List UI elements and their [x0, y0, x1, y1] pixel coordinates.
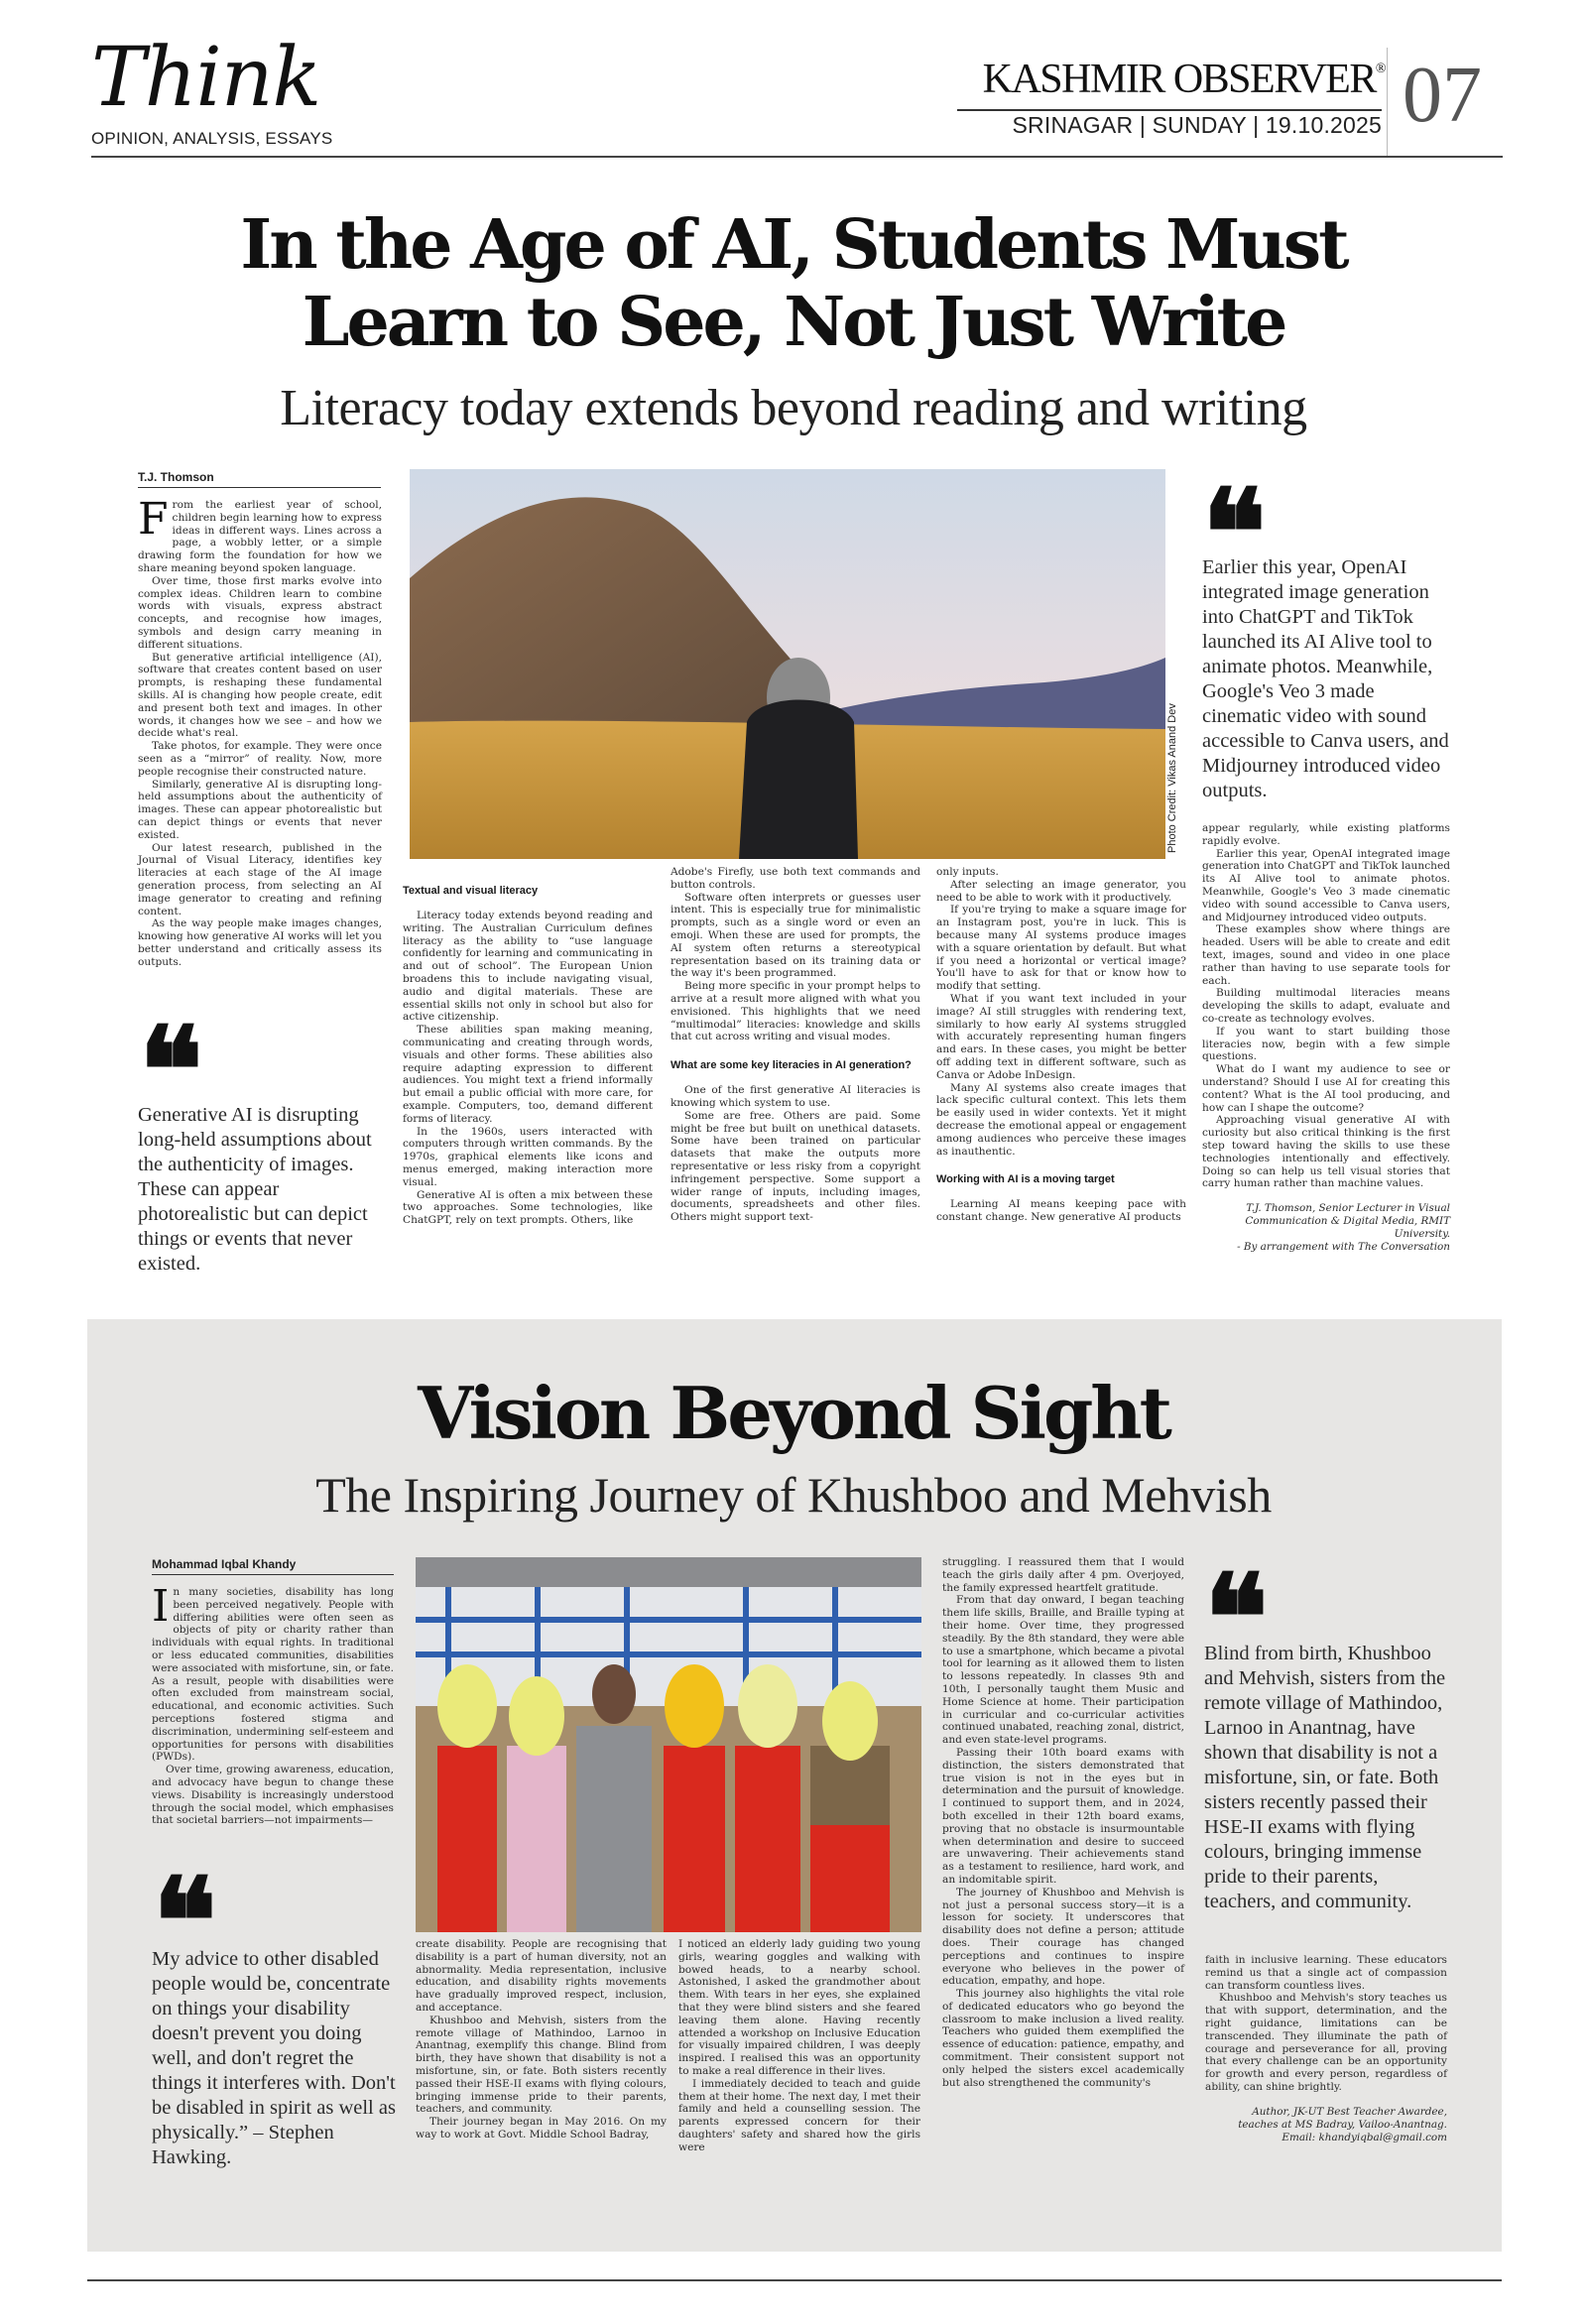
author-credit-line: Email: khandyiqbal@gmail.com	[1282, 2131, 1447, 2143]
paragraph: Software often interprets or guesses user intent. This is especially true for minimalistic prompts, such as a single word or even an emoji. When these are used for prompts, the AI system often returns a stereotypical representation based on its training data or the way it's been programmed.	[671, 891, 920, 980]
page-bottom-rule	[87, 2279, 1502, 2281]
article2-column-2	[416, 1938, 667, 2141]
paper-name	[952, 56, 1385, 103]
paragraph: Many AI systems also create images that lack specific cultural context. This lets them be easily used in wider contexts. Yet it might decrease the emotional appeal or engagement among audiences who perceive these images as inauthentic.	[936, 1081, 1186, 1158]
paragraph: Over time, those first marks evolve into complex ideas. Children learn to combine words with visuals, express abstract concepts, and recognise how images, symbols and design carry meaning in different situations.	[138, 574, 382, 651]
registered-mark: ®	[1375, 61, 1385, 76]
paragraph: Over time, growing awareness, education, and advocacy have begun to change these views. Disability is increasingly understood through the social model, which emphasises that societal barriers—not impairments—	[152, 1764, 394, 1827]
paragraph: I noticed an elderly lady guiding two young girls, wearing goggles and walking with bowed heads, to a nearby school. Astonished, I asked the grandmother about them. With tears in her eyes, she explained that they were blind sisters and she feared leaving them alone. Having recently attended a workshop on Inclusive Education for visually impaired children, I was deeply inspired. I realised this was an opportunity to make a real difference in their lives.	[678, 1938, 920, 2077]
paragraph: From that day onward, I began teaching them life skills, Braille, and Braille typing at their home. Over time, they progressed steadily. By the 8th standard, they were able to use a smartphone, which became a pivotal tool for learning as it allowed them to listen to lessons repeatedly. In classes 9th and 10th, I personally taught them Music and Home Science at home. Their participation in curricular and co-curricular activities continued unabated, reaching zonal, district, and even state-level programs.	[942, 1594, 1184, 1747]
paragraph: What do I want my audience to see or understand? Should I use AI for creating this content? What is the AI tool producing, and how can I shape the outcome?	[1202, 1063, 1450, 1114]
article1-pullquote-right: Earlier this year, OpenAI integrated image generation into ChatGPT and TikTok launched its AI Alive tool to animate photos. Meanwhile, Google's Veo 3 made cinematic video with sound accessible to Canva users, and Midjourney introduced video outputs.	[1202, 556, 1449, 801]
paragraph: struggling. I reassured them that I would teach the girls daily after 4 pm. Overjoyed, the family expressed heartfelt gratitude.	[942, 1556, 1184, 1594]
paragraph: Take photos, for example. They were once seen as a “mirror” of reality. Now, more people recognise their constructed nature.	[138, 740, 382, 778]
paragraph: If you're trying to make a square image for an Instagram post, you're in luck. This is because many AI systems produce images with a square orientation by default. But what if you need a horizontal or vertical image? You'll have to ask for that or know how to modify that setting.	[936, 904, 1186, 993]
author-credit-line: Author, JK-UT Best Teacher Awardee,	[1252, 2105, 1447, 2118]
article1-pullquote-left: Generative AI is disrupting long-held assumptions about the authenticity of images. These can appear photorealistic but can depict things or events that never existed.	[138, 1104, 372, 1275]
article2-subheadline: The Inspiring Journey of Khushboo and Mehvish	[315, 1467, 1272, 1523]
paragraph: In the 1960s, users interacted with computers through written commands. By the 1970s, graphical elements like icons and menus emerged, making interaction more visual.	[403, 1125, 653, 1188]
section-title: Think	[91, 31, 321, 125]
paragraph: faith in inclusive learning. These educators remind us that a single act of compassion can transform countless lives.	[1205, 1954, 1447, 1992]
article2-pullquote-left: My advice to other disabled people would be, concentrate on things your disability doesn't prevent you doing well, and don't regret the things it interferes with. Don't be disabled in spirit as well as physically.” – Stephen Hawking.	[152, 1948, 396, 2168]
paragraph: appear regularly, while existing platforms rapidly evolve.	[1202, 822, 1450, 847]
masthead-divider	[957, 109, 1382, 111]
article1-photo-landscape	[410, 469, 1165, 859]
paragraph: But generative artificial intelligence (AI), software that creates content based on user prompts, is reshaping these fundamental skills. AI is changing how people create, edit and present both text and images. In other words, it changes how we see – and how we decide what's real.	[138, 651, 382, 740]
article1-headline	[99, 206, 1488, 361]
article1-column-1	[138, 494, 382, 968]
article2-byline: Mohammad Iqbal Khandy	[152, 1557, 394, 1575]
article1-column-5	[1202, 822, 1450, 1254]
group-photo-illustration	[416, 1557, 921, 1932]
photo-credit: Photo Credit: Vikas Anand Dev	[1166, 703, 1178, 853]
section-heading: Working with AI is a moving target	[936, 1173, 1115, 1186]
author-credit-line: - By arrangement with The Conversation	[1237, 1241, 1450, 1254]
dropcap: F	[138, 494, 169, 545]
paragraph: rom the earliest year of school, children begin learning how to express ideas in different ways. Lines across a page, a wobbly letter, or a simple drawing form the foundation for how we share meaning beyond spoken language.	[138, 499, 382, 574]
paper-name-text: KASHMIR OBSERVER	[982, 57, 1376, 102]
paragraph: Approaching visual generative AI with curiosity but also critical thinking is the first step toward having the skills to use these technologies intentionally and effectively. Doing so can help us tell visual stories that carry human rather than machine values.	[1202, 1114, 1450, 1190]
paragraph: This journey also highlights the vital role of dedicated educators who go beyond the classroom to make inclusion a lived reality. Teachers who guided them exemplified the essence of education: patience, empathy, and commitment. Their consistent support not only helped the sisters excel academically but also strengthened the community's	[942, 1988, 1184, 2089]
paragraph: These abilities span making meaning, communicating and creating through words, visuals and other forms. These abilities also require adapting expression to different audiences. You might text a friend informally but email a public official with more care, for example. Computers, too, demand different forms of literacy.	[403, 1024, 653, 1125]
quote-icon: ❝	[139, 1001, 189, 1141]
paragraph: One of the first generative AI literacies is knowing which system to use.	[671, 1084, 920, 1109]
paragraph: What if you want text included in your image? AI still struggles with rendering text, similarly to how early AI systems struggled with accurately representing human fingers and ears. In these cases, you might be better off adding text in different software, such as Canva or Adobe InDesign.	[936, 992, 1186, 1081]
article2-column-3	[678, 1938, 920, 2154]
article2-headline: Vision Beyond Sight	[418, 1371, 1169, 1455]
dropcap: I	[152, 1581, 170, 1632]
paragraph: Building multimodal literacies means developing the skills to adapt, evaluate and co-create as technology evolves.	[1202, 987, 1450, 1025]
article2-column-1	[152, 1581, 394, 1827]
masthead-rule	[91, 156, 1503, 158]
paragraph: Being more specific in your prompt helps to arrive at a result more aligned with what you envisioned. This highlights that we need “multimodal” literacies: knowledge and skills that cut across writing and visual modes.	[671, 980, 920, 1043]
article1-subheadline: Literacy today extends beyond reading and writing	[280, 380, 1307, 436]
dateline: SRINAGAR | SUNDAY | 19.10.2025	[1012, 112, 1382, 138]
page-number: 07	[1403, 52, 1482, 139]
author-credit-line: teaches at MS Badray, Vailoo-Anantnag.	[1238, 2118, 1447, 2131]
author-credit	[1202, 1202, 1450, 1254]
paragraph: Learning AI means keeping pace with constant change. New generative AI products	[936, 1198, 1186, 1224]
paragraph: As the way people make images changes, knowing how generative AI works will let you better understand and critically assess its outputs.	[138, 917, 382, 968]
paragraph: These examples show where things are headed. Users will be able to create and edit text, images, sound and video in one place rather than having to use separate tools for each.	[1202, 923, 1450, 987]
paragraph: Some are free. Others are paid. Some might be free but built on unethical datasets. Some have been trained on particular datasets that make the outputs more representative or less risky from a copyright infringement perspective. Some support a wider range of inputs, including images, documents, spreadsheets and other files. Others might support text-	[671, 1109, 920, 1224]
paragraph: Our latest research, published in the Journal of Visual Literacy, identifies key literacies at each stage of the AI image generation process, from selecting an AI image generator to creating and refining content.	[138, 841, 382, 917]
paragraph: Adobe's Firefly, use both text commands and button controls.	[671, 866, 920, 891]
landscape-photo-illustration	[410, 469, 1165, 859]
paragraph: Passing their 10th board exams with distinction, the sisters demonstrated that true vision is not in the eyes but in determination and the pursuit of knowledge. I continued to support them, and in 2024, both excelled in their 12th board exams, proving that no obstacle is insurmountable when determination and desire to succeed are unwavering. Their achievements stand as a testament to resilience, hard work, and an indomitable spirit.	[942, 1746, 1184, 1886]
article2-column-4	[942, 1556, 1184, 2089]
paragraph: Their journey began in May 2016. On my way to work at Govt. Middle School Badray,	[416, 2116, 667, 2141]
article2-photo-group	[416, 1557, 921, 1932]
article1-column-4	[936, 866, 1186, 1224]
quote-icon: ❝	[1202, 463, 1253, 603]
paragraph: create disability. People are recognising that disability is a part of human diversity, not an abnormality. Media representation, inclusive education, and disability rights movements have gradually improved respect, inclusion, and acceptance.	[416, 1938, 667, 2014]
paragraph: Generative AI is often a mix between these two approaches. Some technologies, like ChatGPT, rely on text prompts. Others, like	[403, 1188, 653, 1227]
paragraph: If you want to start building those literacies now, begin with a few simple questions.	[1202, 1025, 1450, 1063]
paragraph: Khushboo and Mehvish's story teaches us that with support, determination, and the right guidance, limitations can be transcended. They illuminate the path of courage and perseverance for all, proving that every challenge can be an opportunity for growth and every person, regardless of ability, can shine brightly.	[1205, 1992, 1447, 2093]
paragraph: The journey of Khushboo and Mehvish is not just a personal success story—it is a lesson for society. It underscores that disability does not define a person; attitude does. Their courage has changed perceptions and continues to inspire everyone who believes in the power of education, empathy, and hope.	[942, 1886, 1184, 1988]
article1-headline-line2: Learn to See, Not Just Write	[302, 283, 1285, 362]
section-subtitle: OPINION, ANALYSIS, ESSAYS	[91, 129, 333, 148]
article1-column-3	[671, 866, 920, 1224]
article1-column-2	[403, 881, 653, 1227]
quote-icon: ❝	[1204, 1548, 1255, 1688]
page-number-divider	[1387, 48, 1388, 157]
paragraph: Earlier this year, OpenAI integrated image generation into ChatGPT and TikTok launched its AI Alive tool to animate photos. Meanwhile, Google's Veo 3 made cinematic video with sound accessible to Canva users, and Midjourney introduced video outputs.	[1202, 847, 1450, 923]
author-credit-line: Communication & Digital Media, RMIT University.	[1245, 1215, 1450, 1241]
paragraph: n many societies, disability has long been perceived negatively. People with differing abilities were often seen as objects of pity or charity rather than individuals with equal rights. In traditional or less educated communities, disabilities were associated with misfortune, sin, or fate. As a result, people with disabilities were often excluded from mainstream social, educational, and economic activities. Such perceptions fostered stigma and discrimination, undermining self-esteem and opportunities for persons with disabilities (PWDs).	[152, 1586, 394, 1764]
article2-column-5	[1205, 1954, 1447, 2144]
paragraph: only inputs.	[936, 866, 999, 878]
author-credit-line: T.J. Thomson, Senior Lecturer in Visual	[1246, 1202, 1450, 1215]
article1-headline-line1: In the Age of AI, Students Must	[240, 205, 1347, 285]
section-heading: Textual and visual literacy	[403, 885, 539, 897]
section-heading: What are some key literacies in AI generation?	[671, 1059, 912, 1072]
paragraph: Khushboo and Mehvish, sisters from the remote village of Mathindoo, Larnoo in Anantnag, exemplify this change. Blind from birth, they have shown that disability is not a misfortune, sin, or fate. Both sisters recently passed their HSE-II exams with flying colours, bringing immense pride to their parents, teachers, and community.	[416, 2014, 667, 2116]
article1-byline: T.J. Thomson	[138, 470, 381, 488]
quote-icon: ❝	[153, 1852, 203, 1992]
author-credit	[1205, 2106, 1447, 2144]
paragraph: I immediately decided to teach and guide them at their home. The next day, I met their family and held a counselling session. The parents expressed concern for their daughters' safety and shared how the girls were	[678, 2077, 920, 2153]
paragraph: Similarly, generative AI is disrupting long-held assumptions about the authenticity of images. These can appear photorealistic but can depict things or events that never existed.	[138, 778, 382, 841]
paragraph: Literacy today extends beyond reading and writing. The Australian Curriculum defines literacy as the ability to “use language confidently for learning and communicating in and out of school”. The European Union broadens this to include navigating visual, audio and digital materials. These are essential skills not only in school but also for active citizenship.	[403, 910, 653, 1024]
paragraph: After selecting an image generator, you need to be able to work with it productively.	[936, 878, 1186, 904]
article2-pullquote-right: Blind from birth, Khushboo and Mehvish, sisters from the remote village of Mathindoo, Larnoo in Anantnag, have shown that disability is not a misfortune, sin, or fate. Both sisters recently passed their HSE-II exams with flying colours, bringing immense pride to their parents, teachers, and community.	[1204, 1643, 1446, 1912]
